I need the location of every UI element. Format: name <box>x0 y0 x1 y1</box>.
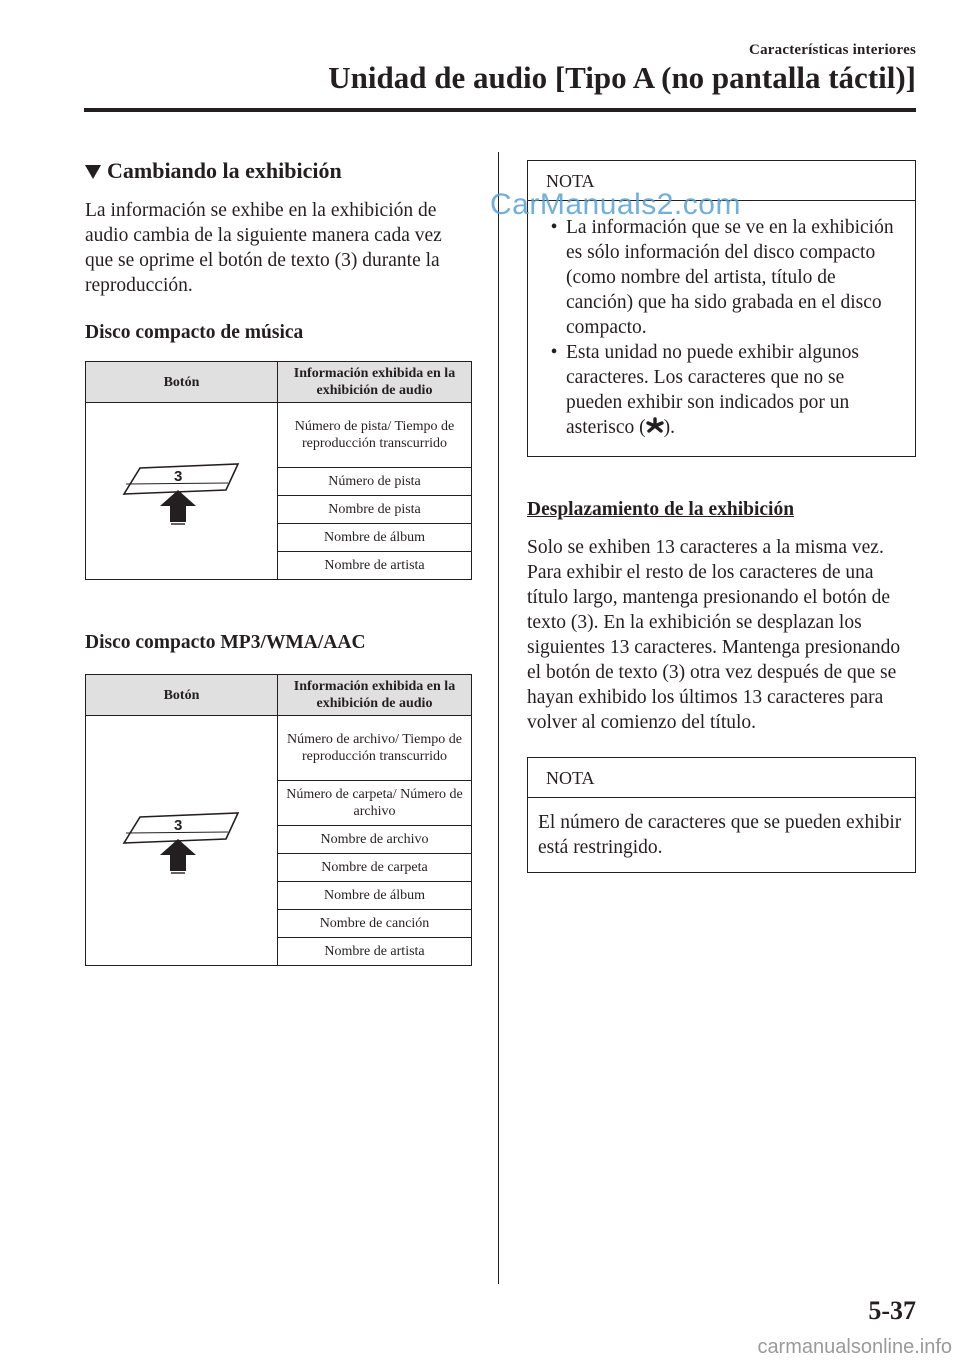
text-button-illustration <box>86 403 278 580</box>
cd-music-table <box>85 361 472 580</box>
scroll-paragraph: Solo se exhiben 13 caracteres a la misma vez. Para exhibir el resto de los caracteres de una título largo, mantenga presionando el botón de texto (3). En la exhibición se desplazan los siguientes 13 caracteres. Mantenga presionando el botón de texto (3) otra vez después de que se hayan exhibido los últimos 13 caracteres para volver al comienzo del título. <box>527 537 901 733</box>
table-cell: Nombre de artista <box>278 552 472 580</box>
table-cell: Nombre de pista <box>278 496 472 524</box>
bullet-dot-icon: • <box>550 217 558 238</box>
table-cell: Nombre de artista <box>278 938 472 966</box>
table-cell: Nombre de canción <box>278 910 472 938</box>
col-header-button: Botón <box>86 362 278 403</box>
list-item <box>542 215 901 340</box>
col-header-info: Información exhibida en la exhibición de audio <box>278 362 472 403</box>
nota-label: NOTA <box>528 161 915 201</box>
table-cell: Nombre de archivo <box>278 826 472 854</box>
text-button-illustration <box>86 716 278 966</box>
left-column <box>85 158 472 966</box>
right-column <box>527 160 916 873</box>
nota-label: NOTA <box>528 758 915 798</box>
button-number: 3 <box>173 817 182 834</box>
cd-mp3-table <box>85 674 472 966</box>
header-rule <box>84 108 916 112</box>
scroll-title: Desplazamiento de la exhibición <box>527 499 795 520</box>
intro-paragraph: La información se exhibe en la exhibición de audio cambia de la siguiente manera cada vez que se oprime el botón de texto (3) durante la reproducción. <box>85 200 442 296</box>
bullet-text: La información que se ve en la exhibición es sólo información del disco compacto (como nombre del artista, título de canción) que ha sido grabada en el disco compacto. <box>566 217 894 338</box>
asterisk-icon <box>646 417 664 442</box>
button-number: 3 <box>173 467 182 485</box>
table-cell: Nombre de carpeta <box>278 854 472 882</box>
page-number: 5-37 <box>868 1296 916 1325</box>
nota-box-2 <box>527 757 916 873</box>
watermark-top: CarManuals2.com <box>490 188 741 221</box>
triangle-down-icon <box>85 165 101 179</box>
col-header-button: Botón <box>86 675 278 716</box>
cd-mp3-title: Disco compacto MP3/WMA/AAC <box>85 632 366 653</box>
bullet-dot-icon: • <box>550 342 558 363</box>
table-cell: Número de carpeta/ Número de archivo <box>278 781 472 826</box>
table-cell: Número de pista/ Tiempo de reproducción transcurrido <box>278 403 472 468</box>
text-button-3-icon <box>122 799 242 877</box>
watermark-bottom: carmanualsonline.info <box>757 1336 952 1358</box>
cd-music-title: Disco compacto de música <box>85 322 304 343</box>
text-button-3-icon <box>122 450 242 528</box>
header-section: Características interiores <box>749 42 916 58</box>
table-cell: Nombre de álbum <box>278 524 472 552</box>
table-cell: Número de archivo/ Tiempo de reproducción transcurrido <box>278 716 472 781</box>
page-title: Unidad de audio [Tipo A (no pantalla táctil)] <box>328 60 916 95</box>
section-heading-text: Cambiando la exhibición <box>107 158 342 183</box>
table-cell: Número de pista <box>278 468 472 496</box>
bullet-text: Esta unidad no puede exhibir algunos caracteres. Los caracteres que no se pueden exhibir son indicados por un asterisco ( ). <box>566 340 901 442</box>
col-header-info: Información exhibida en la exhibición de audio <box>278 675 472 716</box>
nota-body <box>528 201 915 456</box>
nota-body: El número de caracteres que se pueden exhibir está restringido. <box>538 812 902 858</box>
section-heading <box>85 158 472 184</box>
list-item <box>542 340 901 442</box>
column-divider <box>498 152 499 1284</box>
table-cell: Nombre de álbum <box>278 882 472 910</box>
